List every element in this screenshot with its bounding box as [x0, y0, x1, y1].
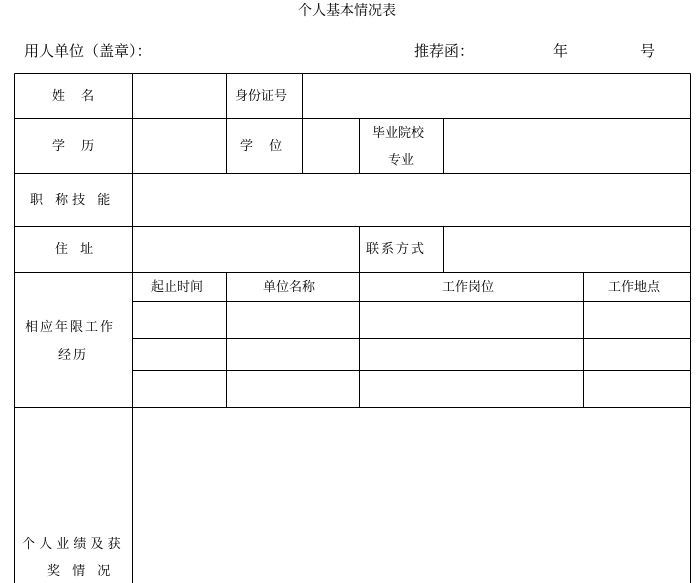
col-header-position: 工作岗位: [442, 280, 495, 295]
col-header-location: 工作地点: [608, 280, 661, 295]
graduate-school-label: 毕业院校: [372, 126, 425, 141]
title-skill-label: 职 称技 能: [30, 193, 115, 208]
achievements-label-2: 奖 情 况: [47, 564, 115, 579]
degree-label: 学 位: [240, 139, 289, 154]
work-history-label-2: 经历: [58, 348, 89, 363]
col-header-employer: 单位名称: [263, 280, 316, 295]
year-label: 年: [553, 42, 569, 60]
number-label: 号: [640, 42, 656, 60]
work-history-label: 相应年限工作: [25, 320, 116, 335]
address-label: 住 址: [55, 242, 98, 257]
col-header-period: 起止时间: [151, 280, 204, 295]
id-number-label: 身份证号: [235, 89, 288, 104]
recommendation-label: 推荐函：: [414, 42, 475, 60]
employer-label: 用人单位（盖章）：: [24, 42, 152, 60]
education-label: 学 历: [52, 139, 101, 154]
contact-label: 联系方式: [366, 242, 427, 257]
form-title: 个人基本情况表: [298, 3, 396, 19]
major-label: 专业: [388, 153, 415, 168]
achievements-label: 个 人 业 绩 及 获: [22, 537, 121, 552]
name-label: 姓 名: [52, 89, 101, 104]
